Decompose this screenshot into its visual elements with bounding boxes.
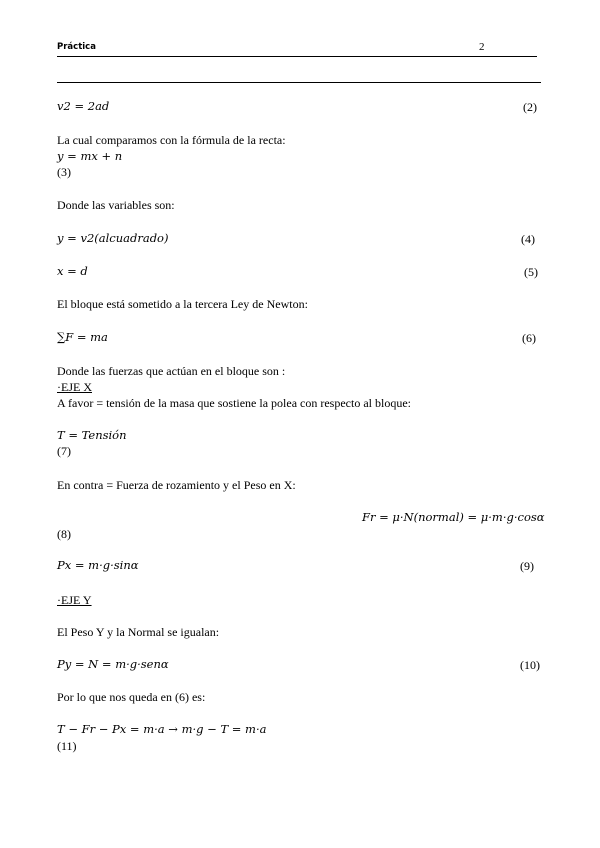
equation-10: Py = N = m·g·senα [57, 657, 169, 671]
text-newton: El bloque está sometido a la tercera Ley de Newton: [57, 297, 308, 311]
text-peso: El Peso Y y la Normal se igualan: [57, 625, 220, 639]
equation-5: x = d [57, 264, 88, 278]
equation-9: Px = m·g·sinα [57, 558, 139, 572]
equation-7: T = Tensión [57, 428, 127, 442]
text-favor: A favor = tensión de la masa que sostiene la polea con respecto al bloque: [57, 396, 411, 410]
text-queda: Por lo que nos queda en (6) es: [57, 690, 206, 704]
equation-9-number: (9) [520, 559, 534, 573]
equation-11: T − Fr − Px = m·a → m·g − T = m·a [57, 722, 267, 736]
header-title: Práctica [57, 42, 96, 52]
equation-2: v2 = 2ad [57, 99, 110, 113]
text-contra: En contra = Fuerza de rozamiento y el Peso en X: [57, 478, 296, 492]
equation-11-number: (11) [57, 739, 77, 753]
equation-4-number: (4) [521, 232, 535, 246]
equation-3: y = mx + n [57, 149, 123, 163]
header-page-number: 2 [479, 41, 485, 53]
equation-3-number: (3) [57, 165, 71, 179]
equation-8-number: (8) [57, 527, 71, 541]
text-compare-line: La cual comparamos con la fórmula de la recta: [57, 133, 286, 147]
header-rule [57, 56, 537, 57]
heading-eje-y: ·EJE Y [57, 593, 92, 607]
equation-2-number: (2) [523, 100, 537, 114]
text-variables: Donde las variables son: [57, 198, 175, 212]
equation-6-number: (6) [522, 331, 536, 345]
equation-7-number: (7) [57, 444, 71, 458]
section-divider [57, 82, 541, 83]
equation-6: ∑F = ma [57, 330, 108, 344]
heading-eje-x: ·EJE X [57, 380, 92, 394]
equation-8: Fr = μ·N(normal) = μ·m·g·cosα [362, 510, 545, 524]
equation-10-number: (10) [520, 658, 540, 672]
equation-5-number: (5) [524, 265, 538, 279]
text-forces: Donde las fuerzas que actúan en el bloque son : [57, 364, 286, 378]
equation-4: y = v2(alcuadrado) [57, 231, 169, 245]
